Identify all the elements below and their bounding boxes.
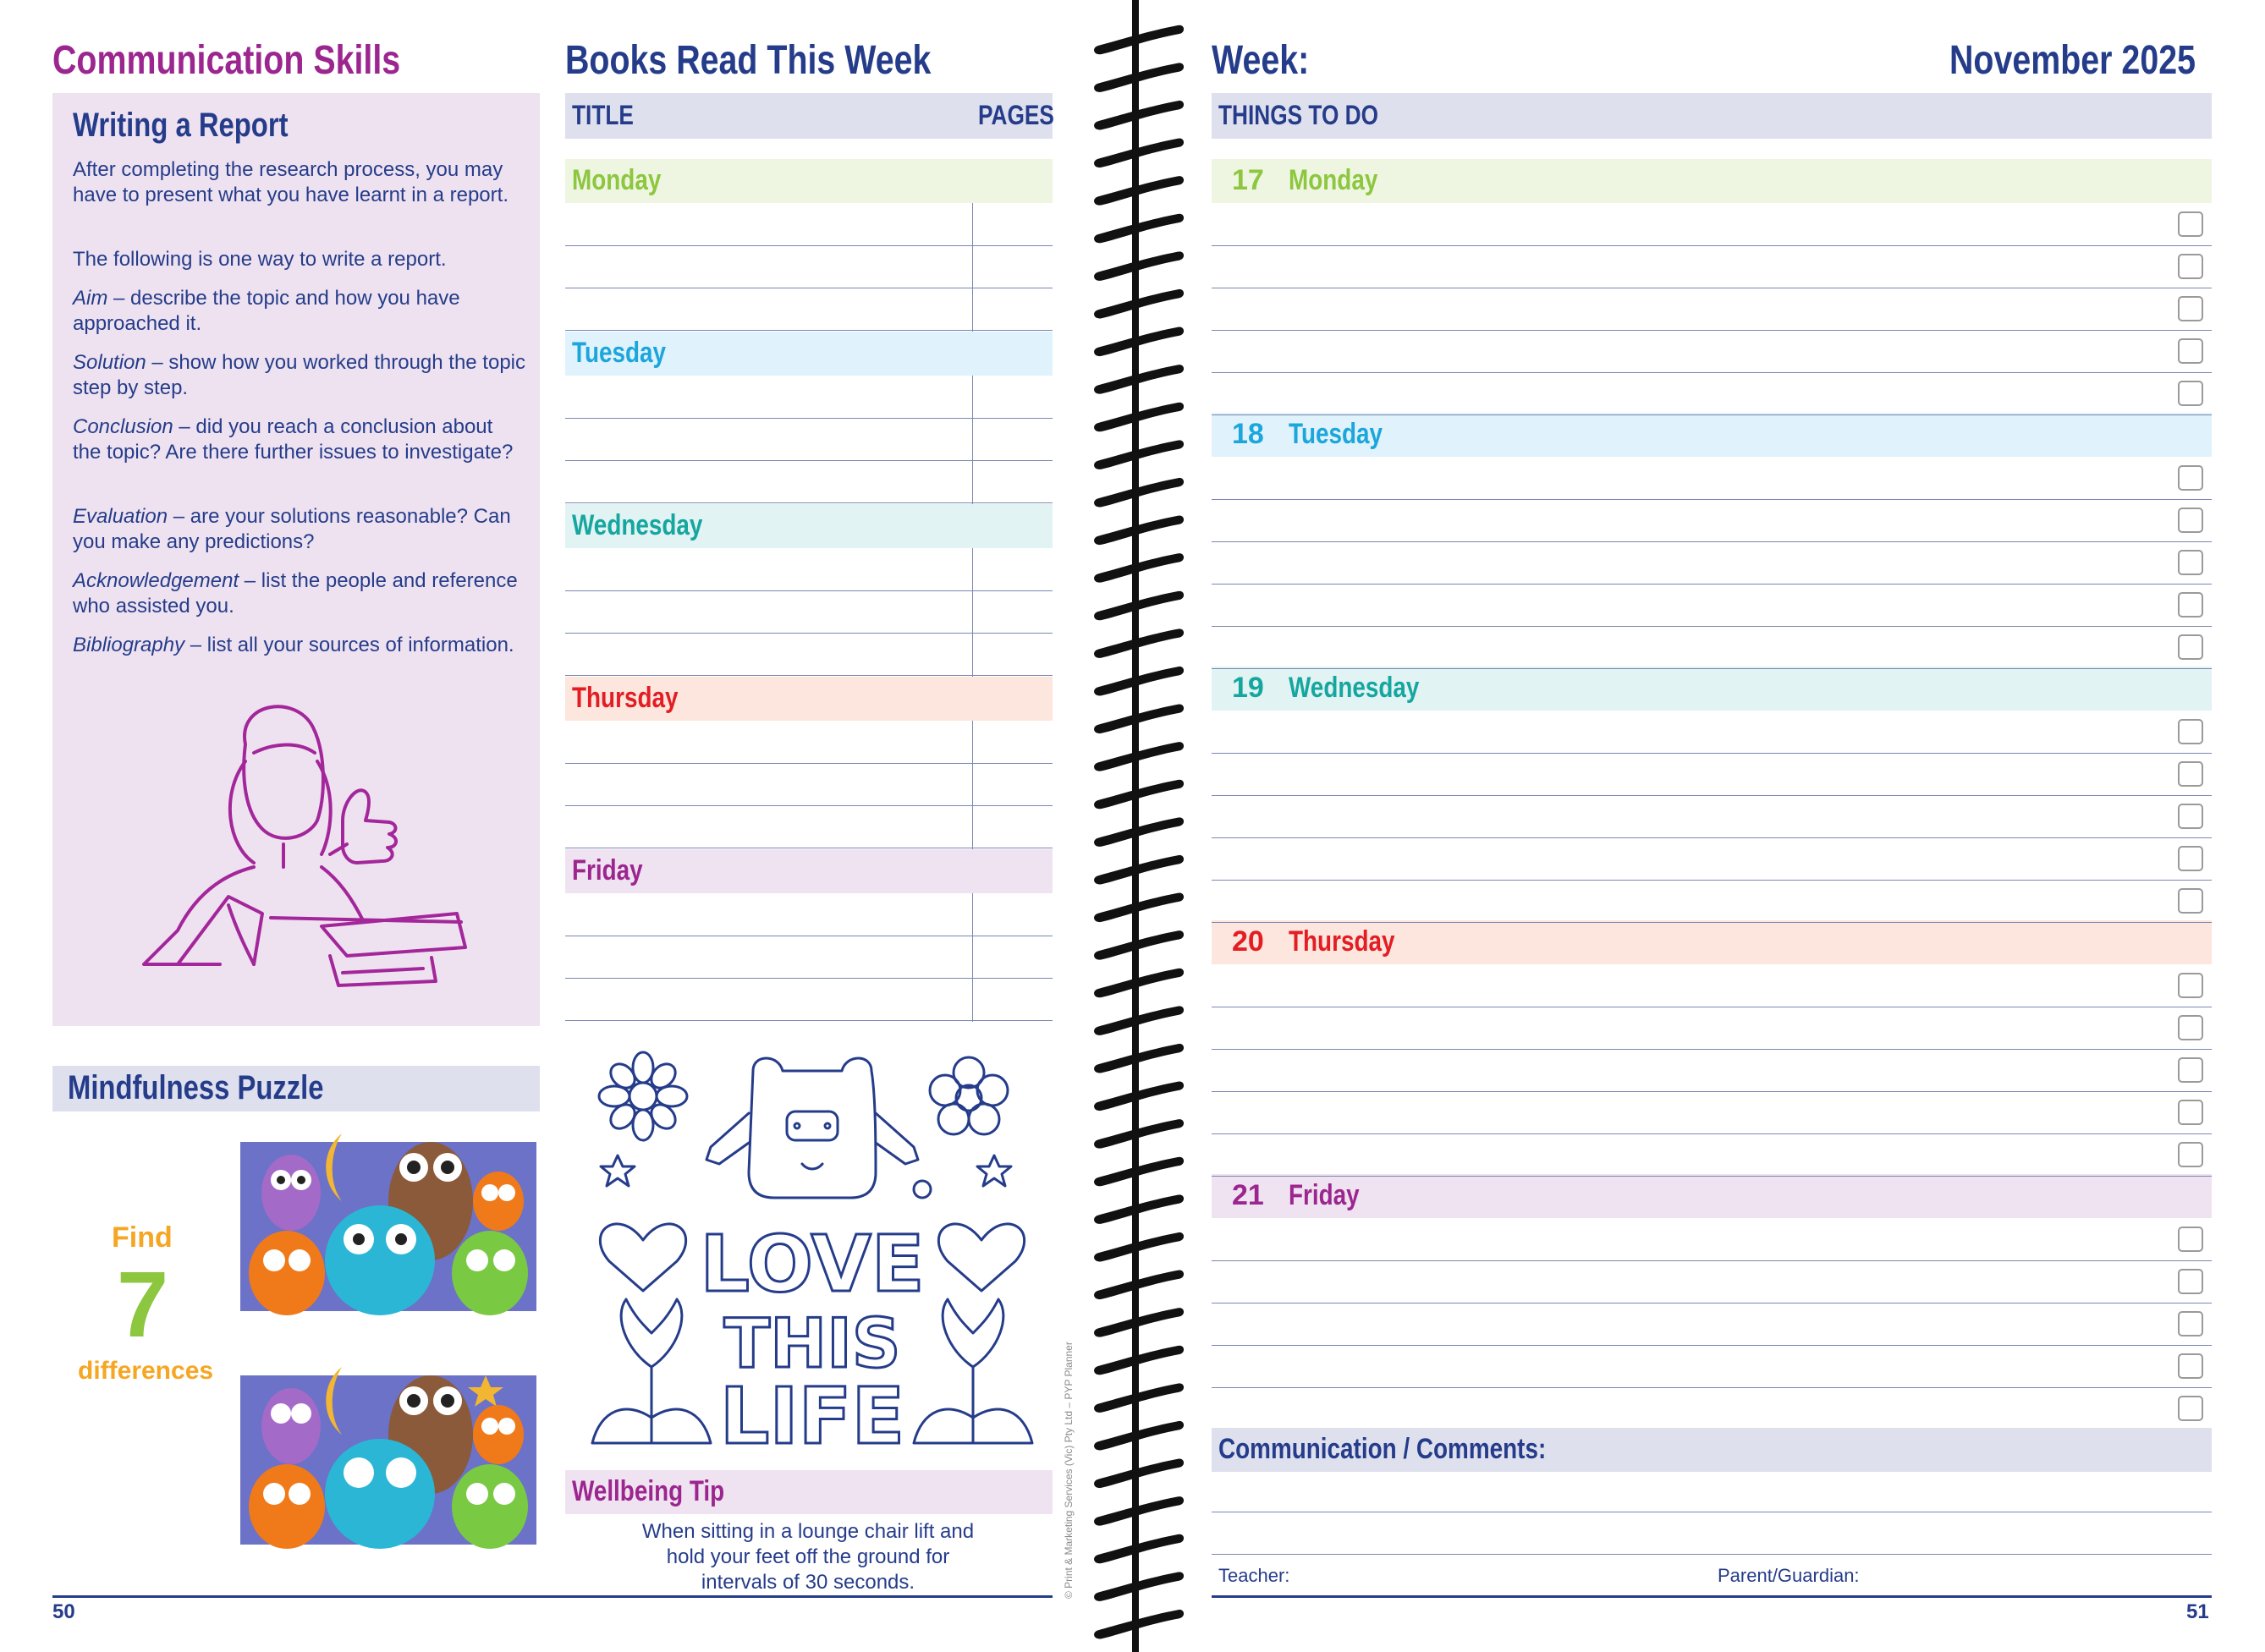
todo-checkbox[interactable] [2178,634,2203,660]
pages-column-divider [972,376,973,504]
spiral-coil [1094,1346,1184,1375]
spiral-coil [1094,1082,1184,1111]
todo-day-monday: Monday [1289,164,1378,196]
todo-line[interactable] [1212,499,2212,500]
todo-checkbox[interactable] [2178,846,2203,871]
wellbeing-heading: Wellbeing Tip [572,1475,725,1507]
books-day-wednesday: Wednesday [572,509,703,541]
spiral-coil [1094,1044,1184,1073]
left-footer-line [52,1595,1053,1598]
todo-day-wednesday: Wednesday [1289,672,1420,704]
definition: – are your solutions reasonable? Can you make any predictions? [73,505,511,553]
todo-checkbox[interactable] [2178,804,2203,829]
books-day-tuesday: Tuesday [572,337,667,369]
book-entry-line[interactable] [565,675,1053,676]
spiral-coil [1094,1194,1184,1224]
todo-checkbox[interactable] [2178,508,2203,533]
spiral-coil [1094,591,1184,621]
spiral-coil [1094,1271,1184,1300]
book-entry-line[interactable] [565,805,1053,806]
todo-checkbox[interactable] [2178,1269,2203,1294]
report-item-evaluation [73,504,525,555]
spiral-coil [1094,1459,1184,1489]
todo-date-17: 17 [1232,164,1264,196]
todo-date-20: 20 [1232,925,1264,958]
books-day-thursday: Thursday [572,682,679,714]
todo-checkbox[interactable] [2178,592,2203,617]
todo-checkbox[interactable] [2178,338,2203,364]
book-entry-line[interactable] [565,590,1053,591]
pages-column-divider [972,548,973,677]
owl-puzzle-image-top [240,1133,536,1318]
spiral-coil [1094,516,1184,546]
todo-checkbox[interactable] [2178,1142,2203,1167]
spiral-coil [1094,365,1184,394]
todo-checkbox[interactable] [2178,465,2203,491]
report-item-acknowledgement [73,568,525,619]
todo-checkbox[interactable] [2178,888,2203,914]
definition: – show how you worked through the topic step by step. [73,351,525,399]
todo-line[interactable] [1212,837,2212,838]
book-entry-line[interactable] [565,763,1053,764]
todo-line[interactable] [1212,795,2212,796]
todo-line[interactable] [1212,1133,2212,1134]
spiral-coil [1094,1383,1184,1413]
spiral-coil [1094,1496,1184,1526]
book-entry-line[interactable] [565,502,1053,503]
todo-checkbox[interactable] [2178,1100,2203,1125]
todo-line[interactable] [1212,584,2212,585]
right-footer-line [1212,1595,2212,1598]
week-label: Week: [1212,38,1310,83]
todo-checkbox[interactable] [2178,1057,2203,1083]
spiral-coil [1094,705,1184,734]
todo-line[interactable] [1212,1091,2212,1092]
todo-line[interactable] [1212,880,2212,881]
owl-puzzle-image-bottom [240,1367,536,1551]
report-heading: Writing a Report [73,107,289,144]
todo-checkbox[interactable] [2178,1311,2203,1336]
spiral-coil [1094,855,1184,885]
todo-line[interactable] [1212,372,2212,373]
spiral-coil [1094,780,1184,810]
todo-checkbox[interactable] [2178,761,2203,787]
book-entry-line[interactable] [565,245,1053,246]
love-this-life-coloring [584,1046,1041,1460]
spiral-coil [1094,1232,1184,1262]
todo-date-19: 19 [1232,672,1264,704]
todo-line[interactable] [1212,1345,2212,1346]
book-entry-line[interactable] [565,460,1053,461]
todo-day-bar-friday [1212,1174,2212,1218]
spiral-coil [1094,969,1184,998]
spiral-coil [1094,289,1184,319]
wellbeing-text: When sitting in a lounge chair lift and hold your feet off the ground for intervals of 30 seconds. [641,1520,975,1594]
todo-checkbox[interactable] [2178,973,2203,998]
term: Aim [73,287,108,310]
books-title: Books Read This Week [565,38,932,83]
left-page-number: 50 [52,1600,75,1623]
term: Evaluation [73,505,168,528]
report-lead: The following is one way to write a report. [73,248,447,271]
comments-line[interactable] [1212,1554,2212,1555]
todo-checkbox[interactable] [2178,296,2203,321]
todo-line[interactable] [1212,626,2212,627]
spiral-coil [1094,403,1184,432]
book-entry-line[interactable] [565,1020,1053,1021]
copyright-note: © Print & Marketing Services (Vic) Pty Ltd – PYP Planner [1063,1342,1075,1599]
todo-line[interactable] [1212,922,2212,923]
definition: – list all your sources of information. [184,634,514,656]
book-entry-line[interactable] [565,978,1053,979]
month-label: November 2025 [1949,38,2196,83]
spiral-coil [1094,628,1184,658]
todo-checkbox[interactable] [2178,719,2203,744]
spiral-coil [1094,817,1184,847]
definition: – describe the topic and how you have approached it. [73,287,460,335]
coloring-word-life: LIFE [719,1371,905,1460]
report-item-aim [73,286,525,337]
spiral-coil [1094,251,1184,281]
right-page-number: 51 [2186,1600,2209,1623]
puzzle-differences: differences [78,1357,214,1385]
books-col-pages: PAGES [978,100,1054,130]
pages-column-divider [972,893,973,1022]
todo-checkbox[interactable] [2178,550,2203,575]
term: Solution [73,351,146,374]
todo-checkbox[interactable] [2178,211,2203,237]
todo-line[interactable] [1212,245,2212,246]
spiral-coil [1094,893,1184,923]
pages-column-divider [972,721,973,849]
book-entry-line[interactable] [565,418,1053,419]
puzzle-number: 7 [117,1253,169,1357]
todo-header-label: THINGS TO DO [1218,100,1379,130]
spiral-coil [1094,930,1184,960]
parent-signature-label: Parent/Guardian: [1718,1565,1860,1586]
spiral-coil [1094,1308,1184,1337]
spiral-coil [1094,1421,1184,1451]
spiral-coil [1094,440,1184,469]
spiral-coil [1094,101,1184,130]
books-day-friday: Friday [572,854,643,886]
books-day-monday: Monday [572,164,662,196]
puzzle-find: Find [112,1221,173,1254]
section-title: Communication Skills [52,38,401,83]
todo-line[interactable] [1212,330,2212,331]
report-item-conclusion [73,414,525,465]
spiral-coil [1094,1006,1184,1035]
term: Bibliography [73,634,185,656]
spiral-coil [1094,1610,1184,1639]
todo-day-tuesday: Tuesday [1289,418,1383,450]
spiral-coil [1094,742,1184,771]
spiral-binding [1091,0,1193,1652]
todo-line[interactable] [1212,668,2212,669]
todo-checkbox[interactable] [2178,1396,2203,1421]
todo-date-21: 21 [1232,1179,1264,1211]
todo-line[interactable] [1212,1176,2212,1177]
spiral-coil [1094,25,1184,55]
spiral-coil [1094,63,1184,92]
todo-checkbox[interactable] [2178,1227,2203,1252]
spiral-coil [1094,214,1184,244]
term: Conclusion [73,415,173,438]
coloring-word-this: THIS [723,1304,901,1383]
spiral-coil [1094,327,1184,357]
spiral-coil [1094,1157,1184,1187]
spiral-coil [1094,176,1184,206]
teacher-signature-label: Teacher: [1218,1565,1290,1586]
definition: – list the people and reference who assisted you. [73,569,518,617]
todo-line[interactable] [1212,541,2212,542]
puzzle-heading: Mindfulness Puzzle [68,1069,324,1106]
todo-line[interactable] [1212,1387,2212,1388]
todo-day-thursday: Thursday [1289,925,1395,958]
todo-checkbox[interactable] [2178,254,2203,279]
thumbs-up-girl-illustration [127,694,482,1015]
todo-line[interactable] [1212,1049,2212,1050]
report-item-solution [73,350,525,401]
todo-checkbox[interactable] [2178,1353,2203,1379]
todo-line[interactable] [1212,1260,2212,1261]
spiral-coil [1094,667,1184,696]
pages-column-divider [972,203,973,332]
spiral-spine [1132,0,1139,1652]
report-intro: After completing the research process, you may have to present what you have learnt in a report. [73,158,509,206]
todo-line[interactable] [1212,414,2212,415]
spiral-coil [1094,139,1184,168]
spiral-coil [1094,553,1184,583]
coloring-word-love: LOVE [700,1219,925,1309]
report-item-bibliography [73,633,525,658]
book-entry-line[interactable] [565,633,1053,634]
spiral-coil [1094,1119,1184,1149]
todo-date-18: 18 [1232,418,1264,450]
term: Acknowledgement [73,569,239,592]
definition: – did you reach a conclusion about the topic? Are there further issues to investigate? [73,415,514,464]
comments-label: Communication / Comments: [1218,1433,1547,1465]
todo-day-friday: Friday [1289,1179,1360,1211]
spiral-coil [1094,1534,1184,1564]
spiral-coil [1094,478,1184,508]
todo-line[interactable] [1212,753,2212,754]
books-col-title: TITLE [572,100,634,130]
spiral-coil [1094,1572,1184,1601]
book-entry-line[interactable] [565,330,1053,331]
todo-checkbox[interactable] [2178,1015,2203,1040]
todo-checkbox[interactable] [2178,381,2203,406]
